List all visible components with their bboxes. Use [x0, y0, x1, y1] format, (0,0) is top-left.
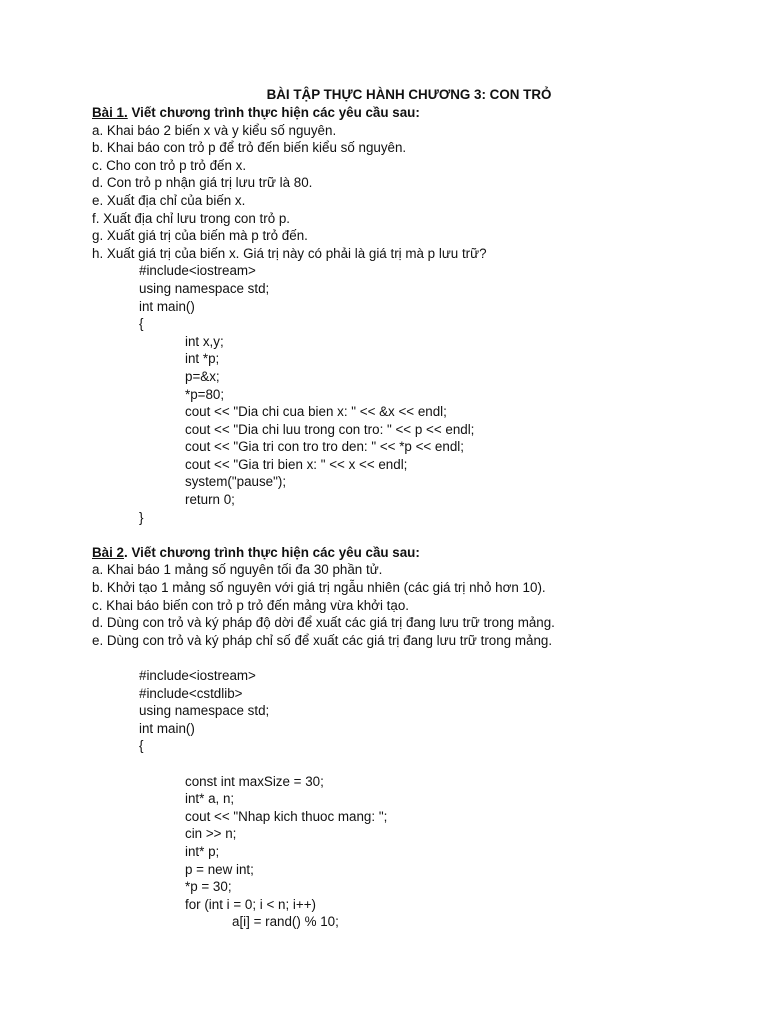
code-line: return 0; [185, 492, 235, 508]
page-title: BÀI TẬP THỰC HÀNH CHƯƠNG 3: CON TRỎ [266, 87, 552, 102]
spacer [92, 755, 768, 773]
code-line: { [139, 738, 144, 754]
exercise-2-item-d: d. Dùng con trỏ và ký pháp độ dời để xuất các giá trị đang lưu trữ trong mảng. [92, 615, 555, 631]
code-line: system("pause"); [185, 474, 287, 490]
code-line: cout << "Gia tri bien x: " << x << endl; [185, 456, 408, 472]
exercise-2-heading-text: . Viết chương trình thực hiện các yêu cầu sau: [124, 544, 420, 560]
exercise-2-item-e: e. Dùng con trỏ và ký pháp chỉ số để xuất các giá trị đang lưu trữ trong mảng. [92, 632, 553, 648]
code-line: *p = 30; [185, 879, 232, 895]
code-line: cout << "Dia chi luu trong con tro: " << p << endl; [185, 421, 475, 437]
exercise-2-heading [92, 544, 768, 562]
code-line: int x,y; [185, 333, 224, 349]
code-line: *p=80; [185, 386, 225, 402]
exercise-1-item-d: d. Con trỏ p nhận giá trị lưu trữ là 80. [92, 175, 313, 191]
exercise-1-item-e: e. Xuất địa chỉ của biến x. [92, 192, 246, 208]
exercise-1-label: Bài 1. [92, 105, 128, 120]
code-line: a[i] = rand() % 10; [232, 914, 339, 930]
code-line: for (int i = 0; i < n; i++) [185, 896, 316, 912]
exercise-1-item-a: a. Khai báo 2 biến x và y kiểu số nguyên. [92, 122, 337, 138]
exercise-2-label: Bài 2 [92, 544, 125, 560]
code-line: #include<iostream> [139, 263, 256, 279]
code-line: cin >> n; [185, 826, 237, 842]
code-line: int main() [139, 298, 195, 314]
exercise-1-item-g: g. Xuất giá trị của biến mà p trỏ đến. [92, 228, 308, 244]
exercise-2-item-a: a. Khai báo 1 mảng số nguyên tối đa 30 phần tử. [92, 562, 383, 578]
code-line: #include<cstdlib> [139, 685, 243, 701]
code-line: int* p; [185, 843, 220, 859]
exercise-1-item-h: h. Xuất giá trị của biến x. Giá trị này có phải là giá trị mà p lưu trữ? [92, 245, 487, 261]
exercise-1-item-c: c. Cho con trỏ p trỏ đến x. [92, 157, 247, 173]
exercise-1-heading-text: Viết chương trình thực hiện các yêu cầu sau: [127, 105, 420, 120]
exercise-1-item-b: b. Khai báo con trỏ p để trỏ đến biến kiểu số nguyên. [92, 140, 407, 156]
code-line: p = new int; [185, 861, 254, 877]
document-body [0, 104, 768, 931]
code-line: p=&x; [185, 368, 220, 384]
code-line: using namespace std; [139, 703, 270, 719]
code-line: const int maxSize = 30; [185, 773, 324, 789]
exercise-1-heading [92, 104, 768, 122]
exercise-1-item-f: f. Xuất địa chỉ lưu trong con trỏ p. [92, 210, 291, 226]
spacer [92, 649, 768, 667]
exercise-2-item-c: c. Khai báo biến con trỏ p trỏ đến mảng vừa khởi tạo. [92, 597, 409, 613]
code-line: using namespace std; [139, 280, 270, 296]
code-line: cout << "Gia tri con tro tro den: " << *p << endl; [185, 439, 464, 455]
code-line: int main() [139, 720, 195, 736]
code-line: #include<iostream> [139, 668, 256, 683]
code-line: int* a, n; [185, 791, 235, 807]
code-line: { [139, 316, 144, 332]
exercise-2-item-b: b. Khởi tạo 1 mảng số nguyên với giá trị ngẫu nhiên (các giá trị nhỏ hơn 10). [92, 580, 546, 596]
code-line: cout << "Dia chi cua bien x: " << &x << endl; [185, 404, 447, 420]
code-line: } [139, 509, 144, 525]
spacer [92, 526, 768, 544]
code-line: cout << "Nhap kich thuoc mang: "; [185, 808, 388, 824]
code-line: int *p; [185, 351, 220, 367]
